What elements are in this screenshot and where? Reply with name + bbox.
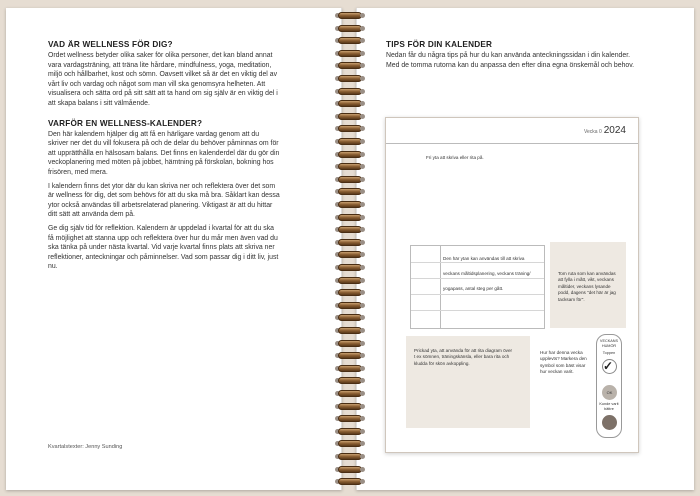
- spiral-ring: [334, 113, 366, 120]
- spiral-ring: [334, 390, 366, 397]
- spiral-ring: [334, 239, 366, 246]
- spiral-ring: [334, 188, 366, 195]
- header-rule: [386, 143, 638, 144]
- spiral-ring: [334, 62, 366, 69]
- spiral-ring: [334, 289, 366, 296]
- spiral-ring: [334, 163, 366, 170]
- dotted-box: [406, 336, 530, 428]
- spiral-binding: [334, 12, 366, 490]
- spiral-ring: [334, 50, 366, 57]
- mood-circle-ok: [602, 385, 617, 400]
- mood-ok-label: OK: [606, 390, 613, 395]
- spiral-ring: [334, 138, 366, 145]
- mood-title-2: HUMÖR: [601, 344, 617, 348]
- spiral-ring: [334, 176, 366, 183]
- spiral-ring: [334, 302, 366, 309]
- spiral-ring: [334, 75, 366, 82]
- spiral-ring: [334, 377, 366, 384]
- free-area-note: Fri yta att skriva eller rita på.: [426, 155, 484, 160]
- footer-credit: Kvartalstexter: Jenny Sunding: [48, 444, 123, 450]
- lined-note-2: veckans måltidsplanering, veckans träning/: [443, 271, 531, 276]
- rule-line: [411, 278, 544, 279]
- margin-line: [440, 246, 441, 328]
- mood-top-label: Toppen: [602, 351, 616, 355]
- intro-paragraph: Nedan får du några tips på hur du kan använda anteckningssidan i din kalender. Med de tomma rutorna kan du anpassa den efter dina egna önskemål och behov.: [386, 52, 635, 69]
- spiral-ring: [334, 264, 366, 271]
- section-heading-wellness: VAD ÄR WELLNESS FÖR DIG?: [48, 40, 173, 49]
- week-label: [584, 125, 626, 136]
- rule-line: [411, 310, 544, 311]
- mood-bottom-label-1: Kunde varit: [599, 402, 619, 406]
- spiral-ring: [334, 478, 366, 485]
- spiral-ring: [334, 88, 366, 95]
- mood-title-1: VECKANS: [599, 339, 619, 343]
- spiral-ring: [334, 25, 366, 32]
- spiral-ring: [334, 453, 366, 460]
- spiral-ring: [334, 226, 366, 233]
- spiral-ring: [334, 403, 366, 410]
- rule-line: [411, 294, 544, 295]
- spiral-ring: [334, 100, 366, 107]
- spiral-ring: [334, 428, 366, 435]
- spiral-ring: [334, 125, 366, 132]
- spiral-ring: [334, 151, 366, 158]
- spiral-ring: [334, 12, 366, 19]
- spiral-ring: [334, 277, 366, 284]
- right-page-text: [386, 40, 636, 70]
- dotted-box-note: Prickad yta, att använda för att rita diagram över t ex sömnen, träningskänsla, eller bara rita och kludda för skön avkoppling.: [414, 348, 513, 366]
- spiral-ring: [334, 314, 366, 321]
- empty-box: [550, 242, 626, 328]
- spiral-ring: [334, 214, 366, 221]
- calendar-page-example: [385, 117, 639, 453]
- spiral-ring: [334, 251, 366, 258]
- left-page-text: [48, 40, 280, 276]
- section-heading-why: VARFÖR EN WELLNESS-KALENDER?: [48, 118, 203, 128]
- spiral-ring: [334, 466, 366, 473]
- paragraph: Den här kalendern hjälper dig att få en härligare vardag genom att du skriver ner det du vill fokusera på och de delar du behöver påminnas om för att upprätthålla en hälsosam balans. Det finns en kalenderdel där du gör din veckoplanering med möten på jobbet, hämtning på förskolan, bokning hos frisören, med mera.: [48, 130, 280, 176]
- section-heading-tips: TIPS FÖR DIN KALENDER: [386, 40, 493, 49]
- spiral-ring: [334, 440, 366, 447]
- week-number: Vecka 0: [583, 129, 602, 135]
- year: 2024: [603, 125, 626, 136]
- lined-note-1: Den här ytan kan användas till att skriva: [443, 256, 525, 261]
- spiral-ring: [334, 37, 366, 44]
- mood-panel: [596, 334, 622, 438]
- spiral-ring: [334, 352, 366, 359]
- check-icon: ✓: [603, 359, 614, 373]
- empty-box-note: Tom ruta som kan användas att fylla i mått, vikt, veckans måltider, veckans lysande podd, dagens "det här är jag tacksam för".: [558, 271, 616, 302]
- spiral-ring: [334, 365, 366, 372]
- spiral-ring: [334, 340, 366, 347]
- paragraph: I kalendern finns det ytor där du kan skriva ner och reflektera över det som är wellness för dig, det som behövs för att du ska må bra. Såklart kan dessa ytor också användas till arbetsrelaterad planering. Viktigast är att du hittar ditt sätt att använda dem på.: [48, 182, 280, 219]
- mood-circle-bottom: [602, 415, 617, 430]
- spiral-ring: [334, 201, 366, 208]
- lined-box: [410, 245, 545, 329]
- spiral-ring: [334, 327, 366, 334]
- mood-bottom-label-2: bättre: [604, 407, 614, 411]
- mood-question: Hur har denna vecka upplevts? Markera den symbol som bäst visar hur veckan varit.: [540, 350, 587, 375]
- paragraph: Ordet wellness betyder olika saker för olika personer, det kan bland annat vara vardagsträning, att träna lite hårdare, mindfulness, yoga, meditation, miljö och hållbarhet, kost och sömn. Oavsett vilket så är det en viktig del av vårt liv och vardag och något som man vill ska genomsyra helheten. Att visualisera och sätta ord på sitt sätt att ta hand om sig själv är en viktig del i att skapa balans i sitt välmående.: [48, 52, 278, 107]
- paragraph: Ge dig själv tid för reflektion. Kalendern är uppdelad i kvartal för att du ska få möjlighet att stanna upp och reflektera över hur du mår men även vad du ska tänka på under nästa kvartal. Vid varje kvartal finns plats att skriva ner reflektioner, anteckningar och påminnelser. Vad som passar dig i ditt liv, just nu.: [48, 224, 279, 271]
- lined-note-3: yogapass, antal steg per gått.: [443, 286, 504, 291]
- spiral-ring: [334, 415, 366, 422]
